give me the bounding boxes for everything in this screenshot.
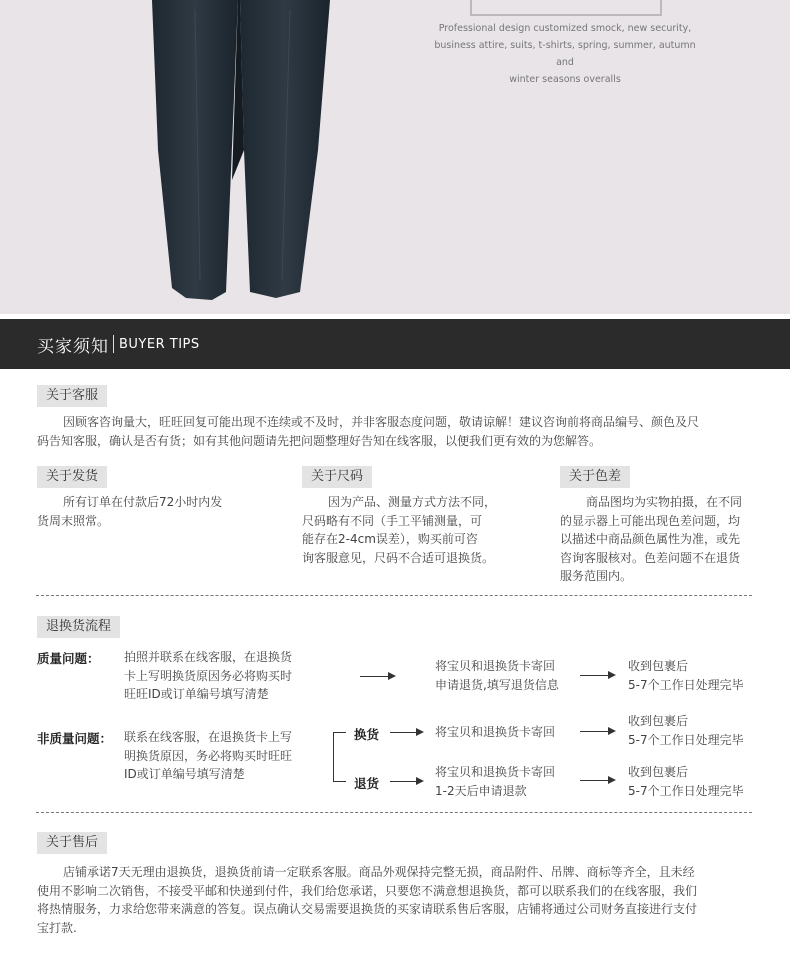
text-line: 申请退货,填写退货信息 (435, 677, 559, 692)
size-text (302, 493, 522, 567)
dashed-divider (36, 595, 752, 596)
text-line: 联系在线客服，在退换货卡上写 (124, 730, 293, 744)
color-tag: 关于色差 (560, 466, 630, 488)
arrow-right-icon (360, 676, 394, 677)
quality-issue-label: 质量问题： (37, 651, 100, 666)
text-line: 商品图均为实物拍摄，在不同 (586, 495, 743, 509)
text-line: 将宝贝和退换货卡寄回 (435, 765, 556, 779)
text-line: 询客服意见，尺码不合适可退换货。 (302, 550, 495, 565)
hero-caption (425, 20, 705, 88)
non-quality-issue-label: 非质量问题： (37, 731, 113, 746)
text-line: 以描述中商品颜色属性为准，或先 (560, 532, 741, 546)
hero-caption-line: business attire, suits, t-shirts, spring, summer, autumn and (434, 40, 696, 68)
text-line: 收到包裹后 (628, 714, 689, 728)
text-line: 宝打款. (37, 920, 77, 935)
refund-step-send (435, 763, 595, 800)
exchange-step-process (628, 712, 778, 749)
text-line: 收到包裹后 (628, 659, 689, 673)
shipping-text (37, 493, 257, 530)
shipping-tag: 关于发货 (37, 466, 107, 488)
after-sales-text (37, 863, 757, 937)
banner-title-cn: 买家须知 (37, 336, 109, 357)
refund-step-process (628, 763, 778, 800)
arrow-right-icon (390, 781, 422, 782)
branch-bracket (333, 732, 334, 782)
text-line: 5-7个工作日处理完毕 (628, 732, 744, 747)
exchange-label: 换货 (354, 727, 380, 742)
text-line: 所有订单在付款后72小时内发 (63, 495, 223, 509)
arrow-right-icon (580, 780, 614, 781)
dashed-divider (36, 812, 752, 813)
arrow-right-icon (580, 731, 614, 732)
text-line: 服务范围内。 (560, 569, 633, 583)
size-tag: 关于尺码 (302, 466, 372, 488)
text-line: 旺旺ID或订单编号填写清楚 (124, 687, 269, 701)
text-line: 5-7个工作日处理完毕 (628, 783, 744, 798)
non-quality-issue-desc (124, 728, 324, 784)
text-line: 码告知客服，确认是否有货；如有其他问题请先把问题整理好告知在线客服，以便我们更有效的为您解答。 (37, 433, 602, 448)
banner-divider (113, 335, 114, 353)
caption-frame (470, 0, 662, 16)
hero-caption-line: Professional design customized smock, new security, (438, 23, 692, 34)
text-line: 咨询客服核对。色差问题不在退货 (560, 550, 741, 565)
text-line: 因顾客咨询量大，旺旺回复可能出现不连续或不及时，并非客服态度问题，敬请谅解！建议咨询前将商品编号、颜色及尺 (63, 415, 700, 429)
text-line: 收到包裹后 (628, 765, 689, 779)
text-line: 因为产品、测量方式方法不同， (328, 495, 497, 509)
text-line: 5-7个工作日处理完毕 (628, 677, 744, 692)
pants-image (0, 0, 420, 314)
text-line: 货周末照常。 (37, 513, 110, 528)
hero-caption-line: winter seasons overalls (509, 74, 621, 85)
text-line: 卡上写明换货原因务必将购买时 (124, 668, 293, 683)
text-line: 将热情服务，力求给您带来满意的答复。误点确认交易需要退换货的买家请联系售后客服，店铺将通过公司财务直接进行支付 (37, 902, 698, 916)
text-line: 能存在2-4cm误差），购买前可咨 (302, 532, 478, 546)
refund-label: 退货 (354, 776, 380, 791)
text-line: 将宝贝和退换货卡寄回 (435, 725, 556, 739)
text-line: 1-2天后申请退款 (435, 783, 527, 798)
product-photo-section (0, 0, 790, 314)
text-line: 店铺承诺7天无理由退换货，退换货前请一定联系客服。商品外观保持完整无损，商品附件、吊牌、商标等齐全，且未经 (63, 865, 695, 879)
color-text (560, 493, 760, 586)
customer-service-tag: 关于客服 (37, 385, 107, 407)
after-sales-tag: 关于售后 (37, 832, 107, 854)
quality-step-send (435, 657, 595, 694)
arrow-right-icon (390, 732, 422, 733)
text-line: 拍照并联系在线客服，在退换货 (124, 650, 293, 664)
banner-title-en: BUYER TIPS (119, 336, 200, 352)
text-line: 尺码略有不同（手工平铺测量，可 (302, 513, 483, 528)
returns-tag: 退换货流程 (37, 616, 120, 638)
arrow-right-icon (580, 675, 614, 676)
text-line: ID或订单编号填写清楚 (124, 767, 245, 781)
text-line: 使用不影响二次销售，不接受平邮和快递到付件，我们给您承诺，只要您不满意想退换货，都可以联系我们的在线客服，我们 (37, 883, 698, 898)
text-line: 的显示器上可能出现色差问题，均 (560, 513, 741, 528)
quality-issue-desc (124, 648, 324, 704)
text-line: 将宝贝和退换货卡寄回 (435, 659, 556, 673)
buyer-tips-banner (0, 319, 790, 369)
buyer-tips-content (0, 369, 790, 965)
quality-step-process (628, 657, 778, 694)
customer-service-text (37, 413, 757, 450)
exchange-step-send (435, 723, 595, 742)
text-line: 明换货原因，务必将购买时旺旺 (124, 748, 293, 763)
